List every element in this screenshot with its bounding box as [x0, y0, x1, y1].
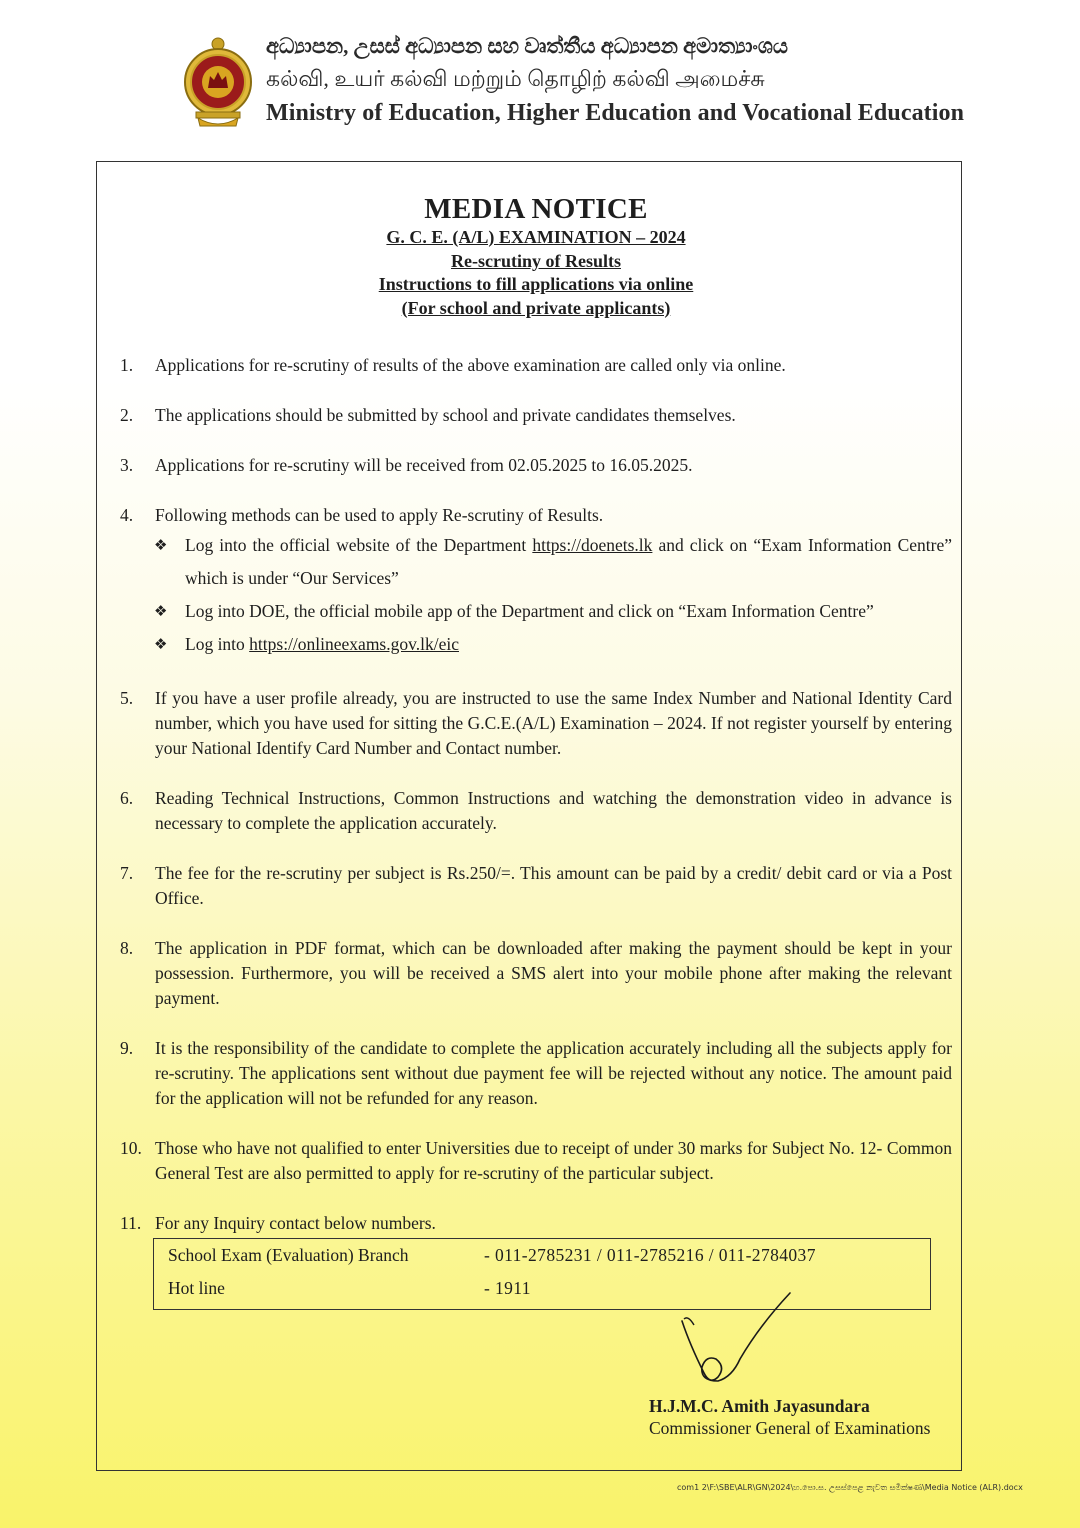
signatory-name: H.J.M.C. Amith Jayasundara — [649, 1396, 870, 1416]
list-item — [120, 686, 952, 761]
contact-value: - 1911 — [484, 1278, 531, 1298]
item-text: The applications should be submitted by school and private candidates themselves. — [155, 405, 736, 425]
item-number: 10. — [120, 1138, 142, 1158]
item-number: 11. — [120, 1213, 142, 1233]
ministry-name-tamil: கல்வி, உயர் கல்வி மற்றும் தொழிற் கல்வி அமைச்சு — [266, 66, 765, 91]
onlineexams-link[interactable]: https://onlineexams.gov.lk/eic — [249, 634, 459, 654]
item-number: 4. — [120, 505, 134, 525]
list-item — [120, 503, 952, 528]
item-number: 9. — [120, 1038, 134, 1058]
contact-label: School Exam (Evaluation) Branch — [168, 1245, 409, 1265]
item-text: Those who have not qualified to enter Universities due to receipt of under 30 marks for Subject No. 12- Common General Test are also permitted to apply for re-scrutiny of the particular subject. — [155, 1138, 952, 1183]
item-number: 7. — [120, 863, 134, 883]
notice-title-block — [96, 192, 976, 320]
item-text: Following methods can be used to apply Re-scrutiny of Results. — [155, 505, 604, 525]
item-text: If you have a user profile already, you are instructed to use the same Index Number and National Identity Card number, which you have used for sitting the G.C.E.(A/L) Examination – 2024. If not register yourself by entering your National Identify Card Number and Contact number. — [155, 688, 952, 758]
list-item — [120, 353, 952, 378]
method-text: and click on “Exam Information Centre” which is under “Our Services” — [185, 535, 952, 588]
item-number: 2. — [120, 405, 134, 425]
item-text: Applications for re-scrutiny will be received from 02.05.2025 to 16.05.2025. — [155, 455, 693, 475]
item-text: Applications for re-scrutiny of results of the above examination are called only via online. — [155, 355, 786, 375]
item-number: 3. — [120, 455, 134, 475]
item-text: Reading Technical Instructions, Common Instructions and watching the demonstration video in advance is necessary to complete the application accurately. — [155, 788, 952, 833]
ministry-header — [180, 28, 965, 136]
diamond-bullet-icon: ❖ — [154, 602, 168, 620]
ministry-name-english: Ministry of Education, Higher Education and Vocational Education — [266, 100, 965, 126]
list-item — [120, 453, 952, 478]
ministry-name-sinhala: අධ්‍යාපන, උසස් අධ්‍යාපන සහ වෘත්තීය අධ්‍යාපන අමාත්‍යාංශය — [266, 34, 788, 58]
item-text: For any Inquiry contact below numbers. — [155, 1213, 436, 1233]
signatory-title: Commissioner General of Examinations — [649, 1418, 931, 1438]
list-item — [120, 786, 952, 836]
item-text: It is the responsibility of the candidate to complete the application accurately including all the subjects apply for re-scrutiny. The applications sent without due payment fee will be rejected without any notice. The amount paid for the application will not be refunded for any reason. — [155, 1038, 952, 1108]
instruction-list — [120, 353, 952, 1236]
contact-value: - 011-2785231 / 011-2785216 / 011-2784037 — [484, 1245, 816, 1265]
file-path: com1 2\F:\SBE\ALR\GN\2024\හ.පො.ස. උසස්පෙළ නැවත සමීක්ෂණ\Media Notice (ALR).docx — [677, 1483, 1023, 1492]
item-number: 5. — [120, 688, 134, 708]
list-item — [120, 1211, 952, 1236]
item-number: 6. — [120, 788, 134, 808]
list-item — [120, 1136, 952, 1186]
item-text: The application in PDF format, which can be downloaded after making the payment should be kept in your possession. Furthermore, you will be received a SMS alert into your mobile phone after making the relevant payment. — [155, 938, 952, 1008]
method-item — [120, 529, 952, 595]
list-item — [120, 936, 952, 1011]
method-item — [120, 595, 952, 628]
contact-label: Hot line — [168, 1278, 225, 1298]
method-text: Log into the official website of the Department — [185, 535, 533, 555]
method-text: Log into — [185, 634, 250, 654]
item-number: 8. — [120, 938, 134, 958]
list-item — [120, 1036, 952, 1111]
notice-title: MEDIA NOTICE — [424, 193, 648, 225]
contact-table — [153, 1238, 931, 1310]
method-text: Log into DOE, the official mobile app of the Department and click on “Exam Information Centre” — [185, 601, 874, 621]
doenets-link[interactable]: https://doenets.lk — [532, 535, 653, 555]
item-text: The fee for the re-scrutiny per subject is Rs.250/=. This amount can be paid by a credit/ debit card or via a Post Office. — [155, 863, 952, 908]
notice-instructions: Instructions to fill applications via online — [378, 274, 694, 294]
item-number: 1. — [120, 355, 134, 375]
method-item — [120, 628, 952, 661]
exam-name: G. C. E. (A/L) EXAMINATION – 2024 — [386, 227, 686, 247]
signature-icon — [670, 1285, 800, 1395]
list-item — [120, 403, 952, 428]
notice-subject: Re-scrutiny of Results — [451, 250, 621, 271]
diamond-bullet-icon: ❖ — [154, 536, 168, 554]
list-item — [120, 861, 952, 911]
sri-lanka-emblem-icon — [180, 32, 256, 132]
notice-applicants: (For school and private applicants) — [401, 297, 671, 318]
method-list — [120, 529, 952, 661]
diamond-bullet-icon: ❖ — [154, 635, 168, 653]
